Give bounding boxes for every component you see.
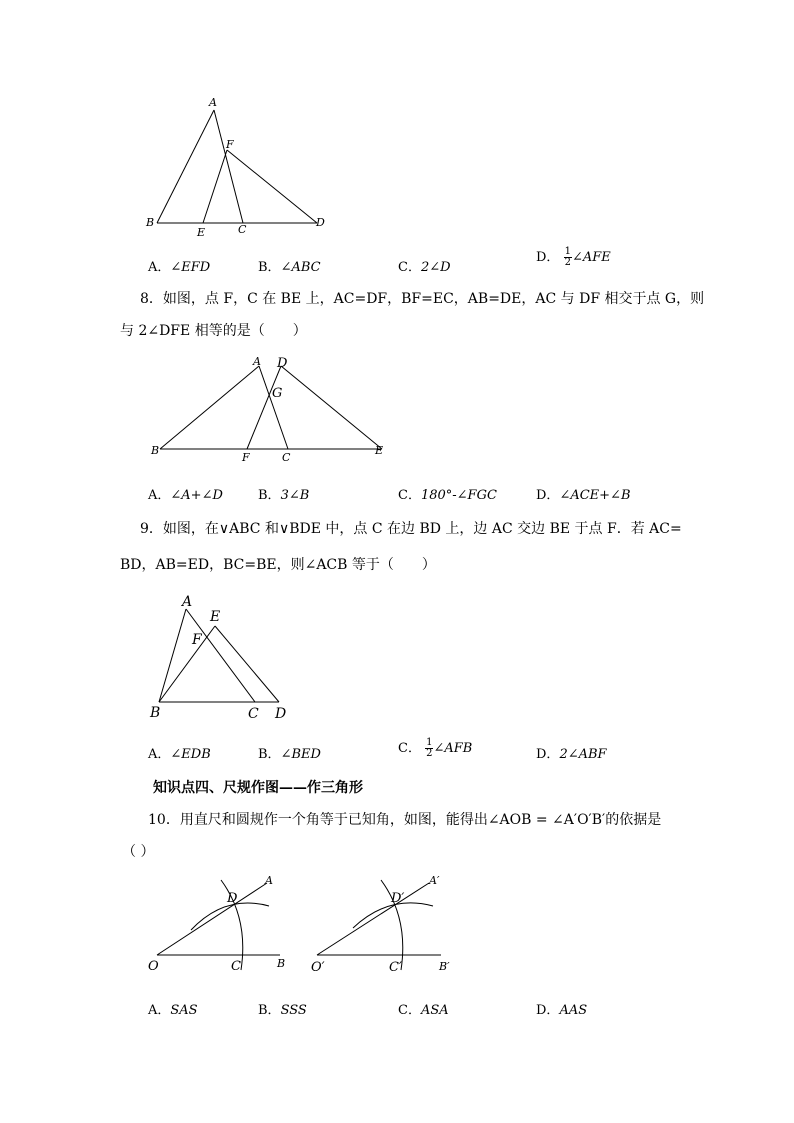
q10-left-label-b: B [277,957,286,970]
q10-question-line2: （ ） [122,844,155,860]
q10-option-a[interactable]: A．SAS [148,1003,198,1018]
q9-question-line1: 9．如图，在∨ABC 和∨BDE 中，点 C 在边 BD 上，边 AC 交边 BE 于点 F．若 AC= [140,521,682,537]
q10-option-d[interactable]: D．AAS [536,1003,588,1018]
q7-label-c: C [238,223,247,236]
q10-question-line1: 10．用直尺和圆规作一个角等于已知角，如图，能得出∠AOB = ∠A′O′B′的依据是 [148,812,662,828]
q8-question-line1: 8．如图，点 F，C 在 BE 上，AC=DF，BF=EC，AB=DE，AC 与 DF 相交于点 G，则 [140,291,705,307]
q10-figure-right [305,868,465,978]
q9-option-c-fraction: $\frac{1}{2}$ [426,737,433,759]
q8-label-e: E [375,444,384,457]
q9-label-e: E [210,609,221,625]
q9-option-d[interactable]: D．2∠ABF [536,747,607,762]
q8-label-b: B [151,444,160,457]
q10-right-label-c: C′ [389,960,402,975]
q10-left-label-a: A [265,874,273,887]
q9-label-d: D [275,706,287,722]
q7-option-a[interactable]: A．∠EFD [148,260,211,275]
q10-option-c[interactable]: C．ASA [398,1003,449,1018]
q7-label-b: B [146,216,155,229]
q10-left-label-d: D [227,891,238,906]
q8-label-f: F [242,451,250,464]
q10-option-b[interactable]: B．SSS [258,1003,307,1018]
q10-figure-left [145,868,295,978]
q8-option-b[interactable]: B．3∠B [258,488,310,503]
q7-label-e: E [197,226,206,239]
q9-label-a: A [182,594,193,610]
q9-option-c[interactable]: C． $\frac{1}{2}$ ∠AFB [398,737,473,759]
section-heading: 知识点四、尺规作图——作三角形 [153,780,363,796]
q10-right-label-d: D′ [391,891,405,906]
q9-label-b: B [150,705,161,721]
q7-option-b[interactable]: B．∠ABC [258,260,321,275]
q7-label-d: D [316,216,325,229]
q9-label-f: F [192,632,202,648]
q7-option-c[interactable]: C．2∠D [398,260,451,275]
q7-option-d[interactable]: D． $\frac{1}{2}$ ∠AFE [536,246,611,268]
q8-option-c[interactable]: C．180°-∠FGC [398,488,497,503]
q9-figure [145,588,305,723]
q10-left-label-o: O [148,959,159,974]
q8-label-a: A [253,355,261,368]
q7-figure [140,95,340,240]
q8-option-a[interactable]: A．∠A+∠D [148,488,223,503]
q9-option-a[interactable]: A．∠EDB [148,747,211,762]
q7-label-f: F [226,138,234,151]
q7-option-d-fraction: $\frac{1}{2}$ [564,246,571,268]
q10-right-label-o: O′ [311,960,325,975]
q9-option-b[interactable]: B．∠BED [258,747,321,762]
q10-right-label-a: A′ [429,874,440,887]
q10-right-label-b: B′ [439,960,450,973]
q10-left-label-c: C [231,959,241,974]
q8-figure [145,350,395,465]
q8-label-d: D [277,356,288,371]
q9-label-c: C [248,706,259,722]
q8-label-c: C [282,451,291,464]
q8-label-g: G [272,386,283,401]
q8-question-line2: 与 2∠DFE 相等的是（ ） [120,323,307,339]
q9-question-line2: BD，AB=ED，BC=BE，则∠ACB 等于（ ） [120,557,436,573]
q7-label-a: A [209,96,217,109]
q8-option-d[interactable]: D．∠ACE+∠B [536,488,631,503]
